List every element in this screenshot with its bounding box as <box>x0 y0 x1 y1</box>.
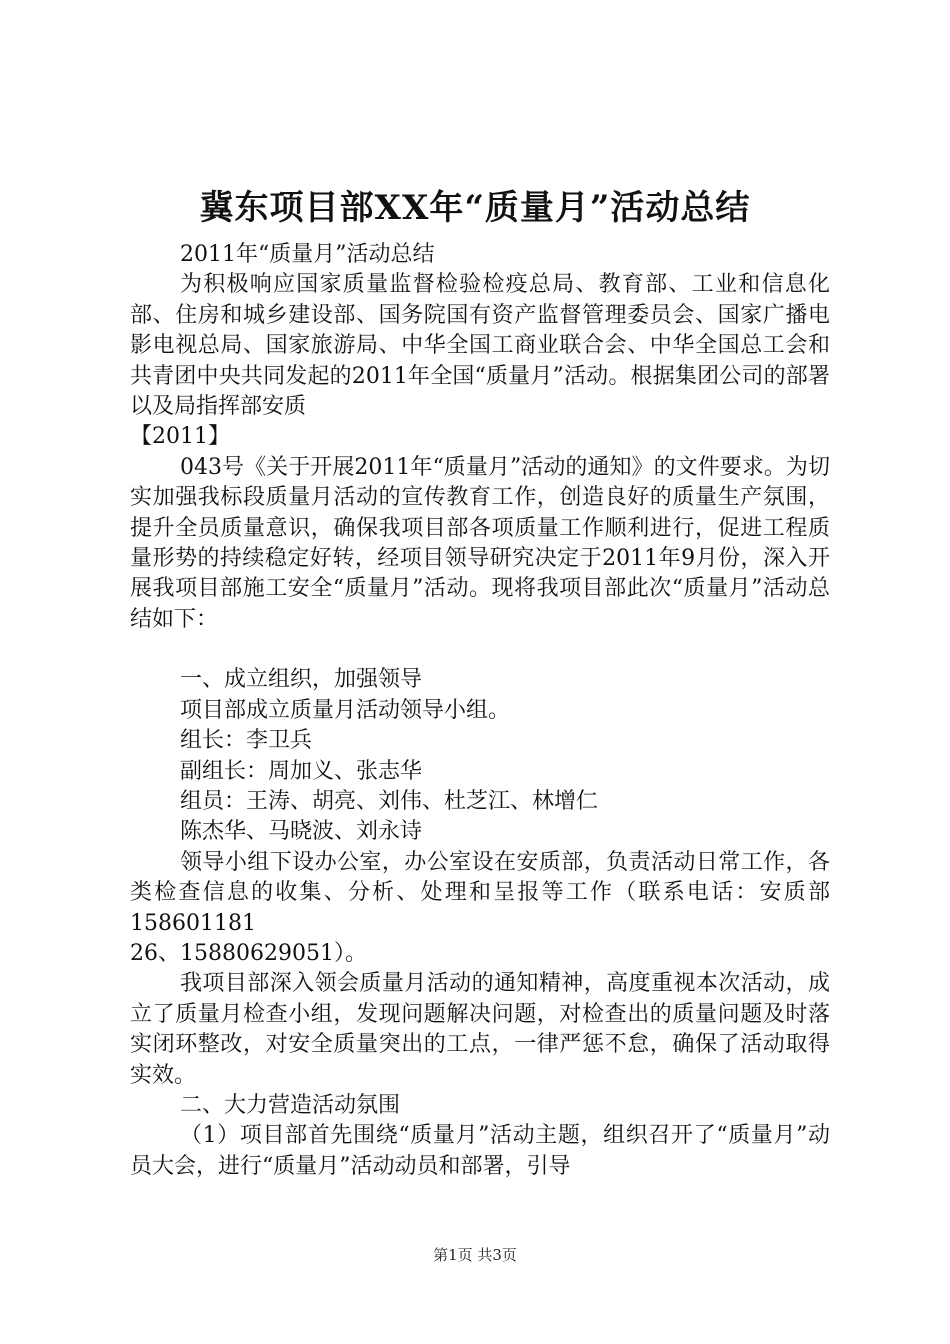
paragraph-doc-number: 【2011】 <box>130 424 230 450</box>
page-number: 第1页 共3页 <box>433 1246 517 1264</box>
paragraph-members-cont: 陈杰华、马晓波、刘永诗 <box>180 819 423 845</box>
paragraph-mobilization: （1）项目部首先围绕“质量月”活动主题，组织召开了“质量月”动员大会，进行“质量月”活动动员和部署，引导 <box>130 1123 830 1179</box>
paragraph-leader: 组长：李卫兵 <box>180 728 313 754</box>
paragraph-subtitle: 2011年“质量月”活动总结 <box>180 242 435 267</box>
paragraph-phone: 26、15880629051）。 <box>130 940 367 966</box>
section-heading-1: 一、成立组织，加强领导 <box>180 667 423 693</box>
section-heading-2: 二、大力营造活动氛围 <box>180 1092 401 1118</box>
document-body <box>130 240 830 1182</box>
paragraph-group: 项目部成立质量月活动领导小组。 <box>180 697 511 723</box>
paragraph-members: 组员：王涛、胡亮、刘伟、杜芝江、林增仁 <box>180 788 599 814</box>
paragraph-spacer <box>130 635 830 665</box>
paragraph-requirements: 043号《关于开展2011年“质量月”活动的通知》的文件要求。为切实加强我标段质量月活动的宣传教育工作，创造良好的质量生产氛围，提升全员质量意识，确保我项目部各项质量工作顺利进行，促进工程质量形势的持续稳定好转，经项目领导研究决定于2011年9月份，深入开展我项目部施工安全“质量月”活动。现将我项目部此次“质量月”活动总结如下： <box>130 454 830 632</box>
document-title: 冀东项目部XX年“质量月”活动总结 <box>199 188 751 228</box>
paragraph-office: 领导小组下设办公室，办公室设在安质部，负责活动日常工作，各类检查信息的收集、分析、处理和呈报等工作（联系电话：安质部158601181 <box>130 849 830 936</box>
paragraph-intro: 为积极响应国家质量监督检验检疫总局、教育部、工业和信息化部、住房和城乡建设部、国务院国有资产监督管理委员会、国家广播电影电视总局、国家旅游局、中华全国工商业联合会、中华全国总工会和共青团中央共同发起的2011年全国“质量月”活动。根据集团公司的部署以及局指挥部安质 <box>130 272 830 420</box>
paragraph-implementation: 我项目部深入领会质量月活动的通知精神，高度重视本次活动，成立了质量月检查小组，发现问题解决问题，对检查出的质量问题及时落实闭环整改，对安全质量突出的工点，一律严惩不怠，确保了活动取得实效。 <box>130 971 830 1088</box>
paragraph-deputy-leader: 副组长：周加义、张志华 <box>180 758 423 784</box>
